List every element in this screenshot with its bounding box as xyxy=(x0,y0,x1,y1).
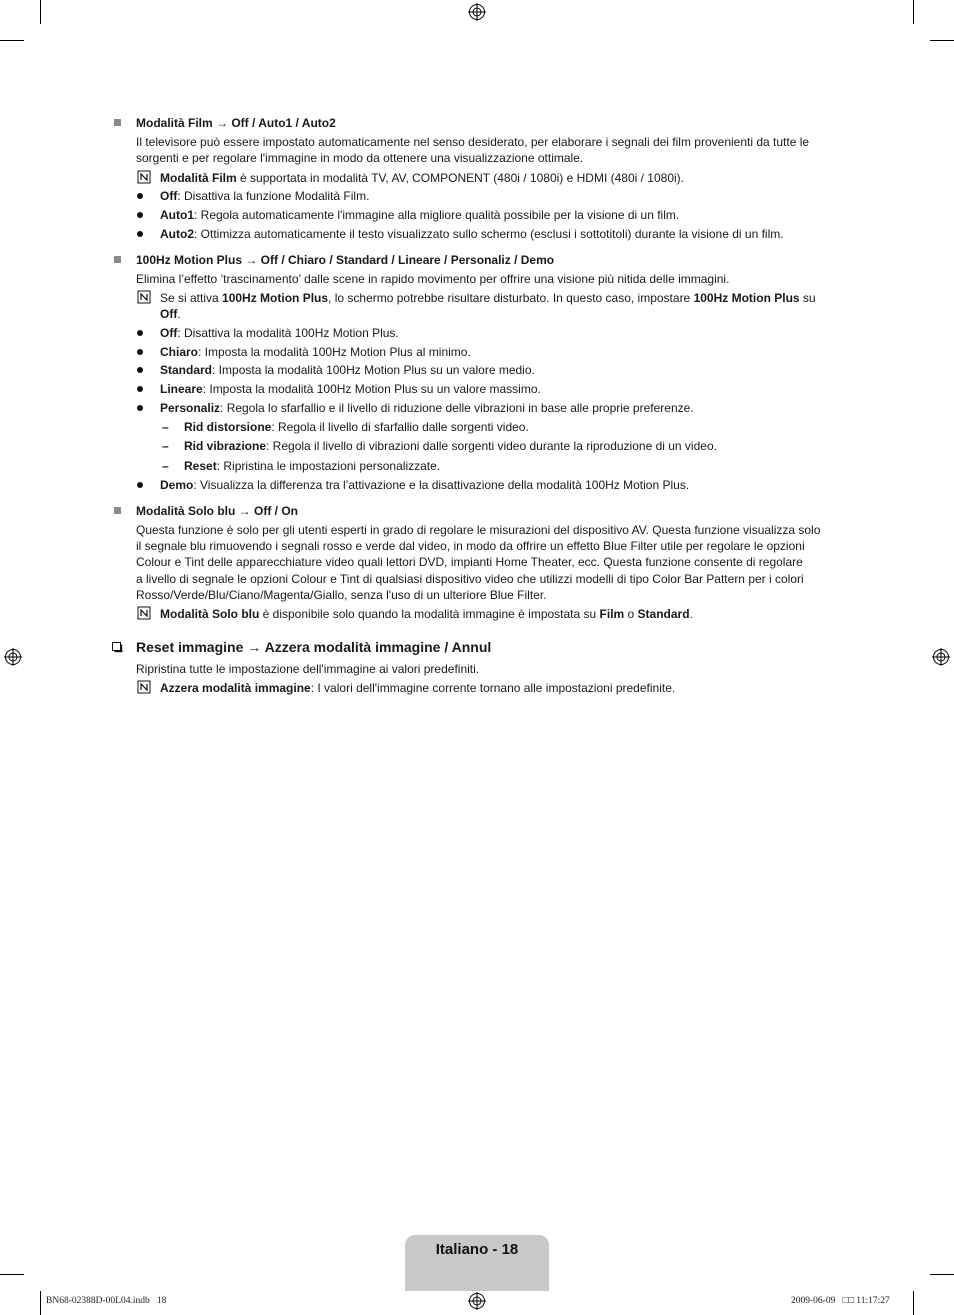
note-icon xyxy=(137,680,151,694)
blue-note xyxy=(160,606,693,622)
blue-desc-line: Questa funzione è solo per gli utenti esperti in grado di regolare le misurazioni del dispositivo AV. Questa funzione visualizza solo xyxy=(136,523,821,537)
item-term: Personaliz xyxy=(160,401,221,415)
item-term: Off xyxy=(160,189,178,203)
note-text: su xyxy=(799,291,816,305)
note-term: Modalità Solo blu xyxy=(160,607,260,621)
list-item xyxy=(160,362,535,378)
list-item xyxy=(160,188,369,204)
round-bullet-icon xyxy=(137,482,143,488)
note-text: è supportata in modalità TV, AV, COMPONENT (480i / 1080i) e HDMI (480i / 1080i). xyxy=(236,171,684,185)
section-heading-film: Modalità Film → Off / Auto1 / Auto2 xyxy=(136,116,336,130)
round-bullet-icon xyxy=(137,330,143,336)
note-text: è disponibile solo quando la modalità immagine è impostata su xyxy=(259,607,600,621)
item-text: : Disattiva la modalità 100Hz Motion Plus. xyxy=(177,326,399,340)
note-text: . xyxy=(689,607,693,621)
note-term: 100Hz Motion Plus xyxy=(222,291,329,305)
round-bullet-icon xyxy=(137,386,143,392)
registration-mark-icon xyxy=(4,648,22,666)
note-text: . xyxy=(177,307,181,321)
dash-bullet: – xyxy=(162,459,169,473)
note-text: : I valori dell'immagine corrente tornano alle impostazioni predefinite. xyxy=(310,681,676,695)
item-term: Auto1 xyxy=(160,208,194,222)
sub-list-item xyxy=(184,419,529,435)
item-text: : Imposta la modalità 100Hz Motion Plus al minimo. xyxy=(198,345,471,359)
motion-note-cont xyxy=(160,306,181,322)
list-item xyxy=(160,381,541,397)
item-text: : Disattiva la funzione Modalità Film. xyxy=(177,189,370,203)
item-term: Standard xyxy=(160,363,213,377)
list-item xyxy=(160,400,694,416)
note-term: 100Hz Motion Plus xyxy=(693,291,800,305)
item-text: : Regola automaticamente l'immagine alla migliore qualità possibile per la visione di un film. xyxy=(194,208,680,222)
list-item xyxy=(160,344,471,360)
motion-note xyxy=(160,290,816,306)
item-text: : Ripristina le impostazioni personalizzate. xyxy=(216,459,441,473)
item-term: Rid distorsione xyxy=(184,420,272,434)
note-term: Film xyxy=(599,607,625,621)
reset-desc: Ripristina tutte le impostazione dell'immagine ai valori predefiniti. xyxy=(136,662,480,676)
section-heading-blue: Modalità Solo blu → Off / On xyxy=(136,504,298,518)
list-item xyxy=(160,477,689,493)
section-heading-reset: Reset immagine → Azzera modalità immagine / Annul xyxy=(136,639,492,655)
note-icon xyxy=(137,606,151,620)
blue-desc-line: Colour e Tint delle apparecchiature video quali lettori DVD, impianti Home Theater, ecc. Questa funzione consente di regolare xyxy=(136,555,803,569)
crop-mark xyxy=(0,40,24,41)
dash-bullet: – xyxy=(162,439,169,453)
blue-desc-line: Rosso/Verde/Blu/Ciano/Magenta/Giallo, senza l'uso di un ulteriore Blue Filter. xyxy=(136,588,547,602)
item-text: : Regola il livello di vibrazioni dalle sorgenti video durante la riproduzione di un video. xyxy=(266,439,717,453)
film-desc-line: sorgenti e per regolare l'immagine in modo da ottenere una visualizzazione ottimale. xyxy=(136,151,584,165)
page-number: Italiano - 18 xyxy=(435,1241,519,1258)
crop-mark xyxy=(913,0,914,24)
checkbox-bullet-icon xyxy=(112,642,123,653)
round-bullet-icon xyxy=(137,231,143,237)
sub-list-item xyxy=(184,438,717,454)
note-term: Off xyxy=(160,307,178,321)
round-bullet-icon xyxy=(137,193,143,199)
item-text: : Imposta la modalità 100Hz Motion Plus su un valore massimo. xyxy=(202,382,541,396)
square-bullet-icon xyxy=(114,256,121,263)
film-note xyxy=(160,170,684,186)
item-term: Lineare xyxy=(160,382,203,396)
crop-mark xyxy=(930,40,954,41)
note-text: o xyxy=(624,607,638,621)
round-bullet-icon xyxy=(137,212,143,218)
round-bullet-icon xyxy=(137,367,143,373)
item-text: : Ottimizza automaticamente il testo visualizzato sullo schermo (esclusi i sottotitoli) durante la visione di un film. xyxy=(194,227,784,241)
blue-desc-line: il segnale blu rimuovendo i segnali rosso e verde dal video, in modo da offrire un effetto Blue Filter utile per regolare le opzioni xyxy=(136,539,805,553)
blue-desc-line: a livello di segnale le opzioni Colour e Tint di qualsiasi dispositivo video che utilizzi modelli di tipo Color Bar Pattern per i colori xyxy=(136,572,804,586)
sub-list-item xyxy=(184,458,440,474)
registration-mark-icon xyxy=(932,648,950,666)
registration-mark-icon xyxy=(468,1292,486,1310)
item-term: Chiaro xyxy=(160,345,199,359)
crop-mark xyxy=(40,1291,41,1315)
item-term: Off xyxy=(160,326,178,340)
note-icon xyxy=(137,290,151,304)
crop-mark xyxy=(930,1274,954,1275)
dash-bullet: – xyxy=(162,420,169,434)
item-text: : Imposta la modalità 100Hz Motion Plus su un valore medio. xyxy=(212,363,535,377)
crop-mark xyxy=(0,1274,24,1275)
note-term: Modalità Film xyxy=(160,171,237,185)
item-term: Rid vibrazione xyxy=(184,439,267,453)
note-text: Se si attiva xyxy=(160,291,223,305)
round-bullet-icon xyxy=(137,349,143,355)
square-bullet-icon xyxy=(114,119,121,126)
section-heading-motion: 100Hz Motion Plus → Off / Chiaro / Standard / Lineare / Personaliz / Demo xyxy=(136,253,555,267)
note-term: Azzera modalità immagine xyxy=(160,681,311,695)
reset-note xyxy=(160,680,675,696)
note-term: Standard xyxy=(637,607,690,621)
list-item xyxy=(160,325,399,341)
item-text: : Regola lo sfarfallio e il livello di riduzione delle vibrazioni in base alle proprie preferenze. xyxy=(220,401,694,415)
motion-desc: Elimina l’effetto ’trascinamento’ dalle scene in rapido movimento per offrire una visione più nitida delle immagini. xyxy=(136,272,730,286)
list-item xyxy=(160,207,679,223)
film-desc-line: Il televisore può essere impostato automaticamente nel senso desiderato, per elaborare i segnali dei film provenienti da tutte le xyxy=(136,135,810,149)
crop-mark xyxy=(40,0,41,24)
square-bullet-icon xyxy=(114,507,121,514)
footer-file-info: BN68-02388D-00L04.indb 18 xyxy=(46,1296,167,1306)
item-term: Auto2 xyxy=(160,227,194,241)
item-text: : Visualizza la differenza tra l’attivazione e la disattivazione della modalità 100Hz Motion Plus. xyxy=(193,478,690,492)
registration-mark-icon xyxy=(468,3,486,21)
crop-mark xyxy=(913,1291,914,1315)
footer-timestamp: 2009-06-09 □□ 11:17:27 xyxy=(791,1296,890,1306)
note-text: , lo schermo potrebbe risultare disturbato. In questo caso, impostare xyxy=(328,291,694,305)
item-term: Reset xyxy=(184,459,217,473)
item-term: Demo xyxy=(160,478,194,492)
note-icon xyxy=(137,170,151,184)
list-item xyxy=(160,226,784,242)
item-text: : Regola il livello di sfarfallio dalle sorgenti video. xyxy=(271,420,529,434)
round-bullet-icon xyxy=(137,405,143,411)
